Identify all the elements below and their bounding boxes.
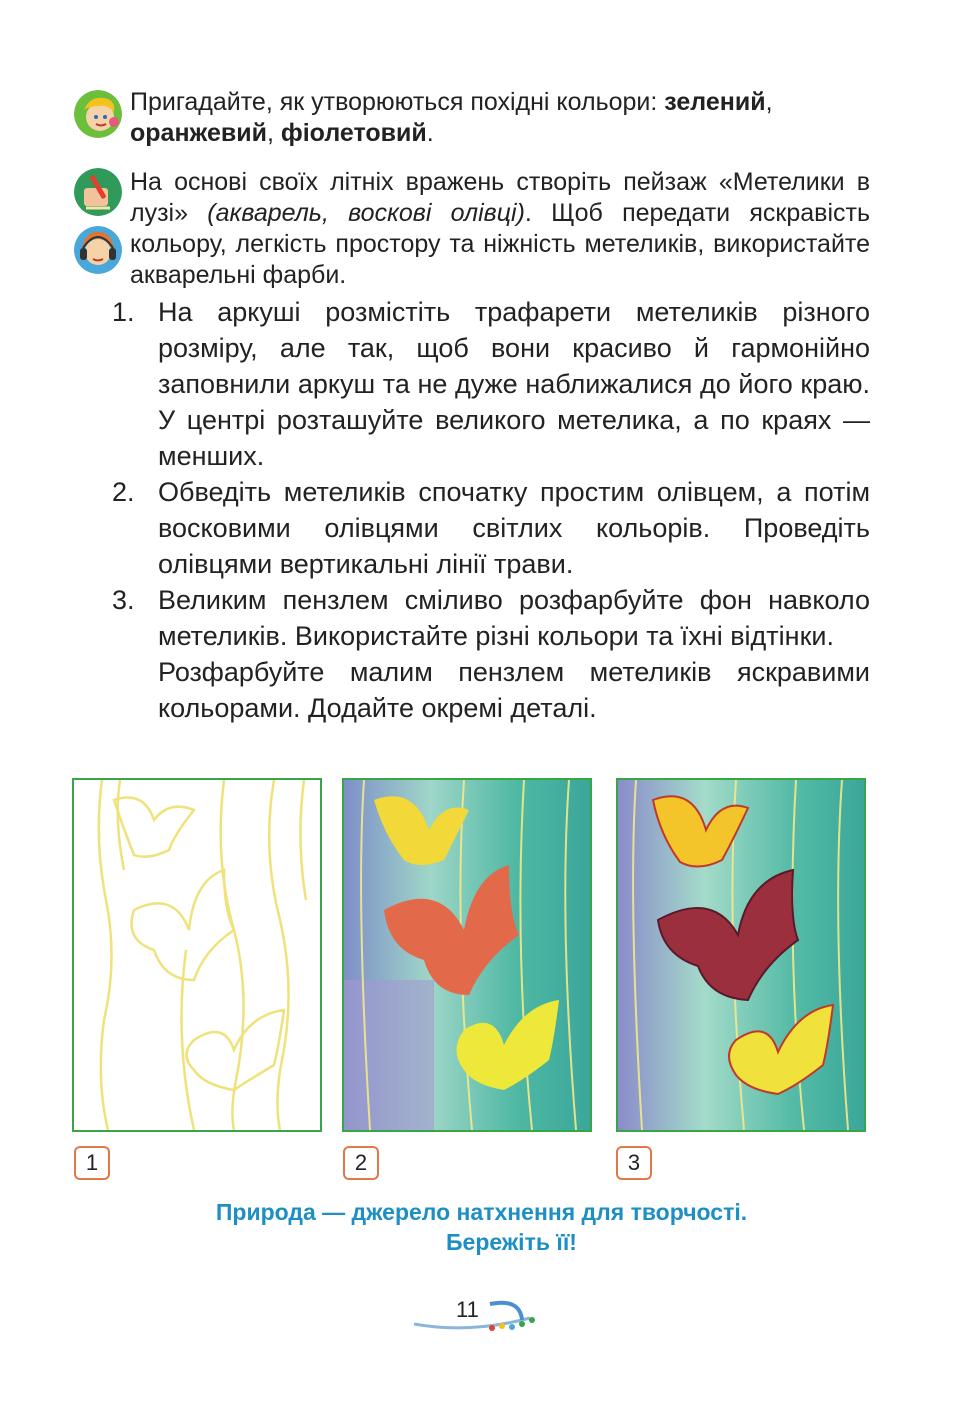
- task-rest: . Щоб передати яскравість кольору, легкість простору та ніжність метеликів, використайте акварельні фарби.: [130, 199, 870, 289]
- drawing-hand-icon: [74, 168, 122, 216]
- headphones-girl-icon: [74, 226, 122, 274]
- motto-line-2: Бережіть її!: [446, 1229, 577, 1255]
- hint-separator: ,: [266, 119, 281, 147]
- page-number: 11: [456, 1297, 479, 1322]
- task-materials: (акварель, воскові олівці): [207, 199, 525, 227]
- step-text: Великим пензлем сміливо розфарбуйте фон навколо метеликів. Використайте різні кольори та їхні відтінки.: [158, 585, 870, 651]
- color-orange: оранжевий: [130, 119, 267, 147]
- remember-boy-icon: [74, 90, 122, 138]
- figure-label-1: 1: [74, 1146, 110, 1180]
- step-text: На аркуші розмістіть трафарети метеликів різного розміру, але так, щоб вони красиво й гармонійно заповнили аркуш та не дуже наближалися до його краю. У центрі розташуйте великого метелика, а по краях — менших.: [158, 297, 870, 471]
- step-number: 3.: [112, 585, 135, 615]
- hint-paragraph: [130, 87, 870, 149]
- step-text: Обведіть метеликів спочатку простим олівцем, а потім восковими олівцями світлих кольорів. Проведіть олівцями вертикальні лінії трави.: [158, 477, 870, 579]
- hint-end: .: [426, 119, 434, 147]
- color-green: зелений: [664, 88, 766, 116]
- list-item: [112, 582, 870, 654]
- step-number: 2.: [112, 477, 135, 507]
- hint-text: Пригадайте, як утворюються похідні кольори:: [130, 88, 665, 116]
- figure-finished-painting: [616, 778, 866, 1132]
- motto-line-1: Природа — джерело натхнення для творчості.: [215, 1199, 748, 1225]
- figure-label-3: 3: [616, 1146, 652, 1180]
- step-number: 1.: [112, 297, 135, 327]
- hint-separator: ,: [765, 88, 773, 116]
- figure-watercolor-background: [342, 778, 592, 1132]
- motto: [0, 1197, 963, 1257]
- figure-sketch: [72, 778, 322, 1132]
- color-violet: фіолетовий: [280, 119, 427, 147]
- list-item: [112, 294, 870, 474]
- steps-list: [112, 294, 870, 726]
- task-intro: На основі своїх літніх вражень створіть пейзаж «Метелики в лузі»: [130, 168, 870, 227]
- step-extra-text: Розфарбуйте малим пензлем метеликів яскравими кольорами. Додайте окремі деталі.: [158, 657, 870, 723]
- list-item: [112, 474, 870, 582]
- task-paragraph: [130, 167, 870, 291]
- figure-label-2: 2: [343, 1146, 379, 1180]
- page-swoosh-icon: [410, 1298, 550, 1338]
